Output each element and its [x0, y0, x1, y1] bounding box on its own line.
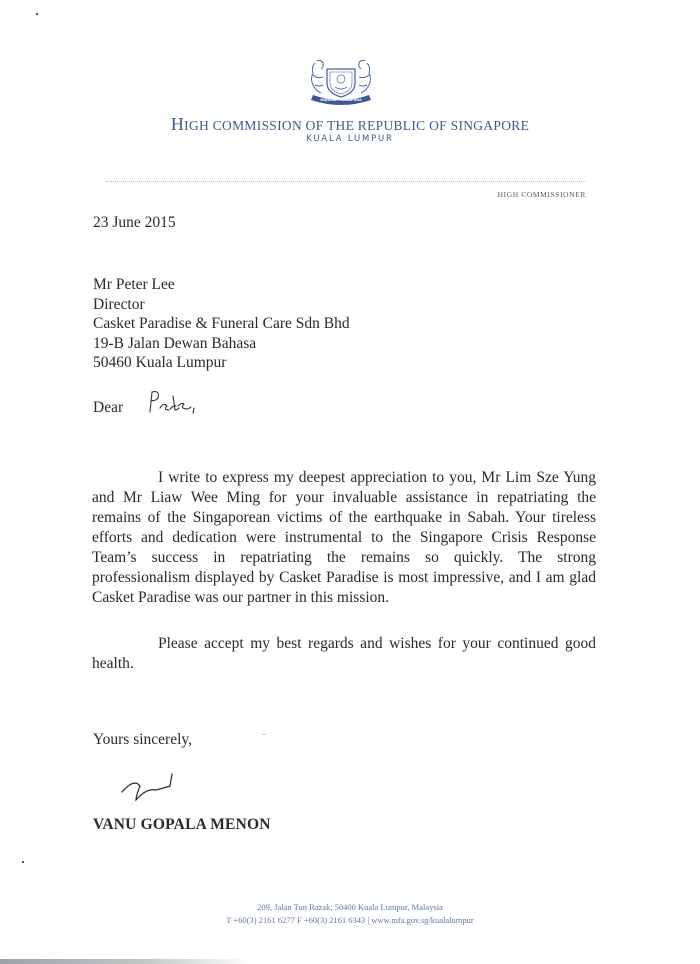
- handwritten-name: [144, 388, 204, 418]
- closing: Yours sincerely,: [93, 731, 193, 748]
- organization-name-rest: IGH COMMISSION OF THE REPUBLIC OF SINGAPORE: [184, 118, 530, 133]
- recipient-name: Mr Peter Lee: [93, 276, 175, 293]
- footer-address: 209, Jalan Tun Razak, 50400 Kuala Lumpur, Malaysia: [257, 902, 443, 912]
- organization-city: KUALA LUMPUR: [306, 134, 394, 144]
- organization-name: [0, 114, 700, 135]
- signature-image: [118, 768, 198, 808]
- office-title: HIGH COMMISSIONER: [497, 190, 586, 199]
- header-divider: [106, 181, 586, 182]
- recipient-street: 19-B Jalan Dewan Bahasa: [93, 334, 257, 352]
- stray-mark: [262, 734, 266, 735]
- scan-speck: [22, 861, 24, 863]
- scan-speck: [36, 13, 38, 15]
- recipient-company: Casket Paradise & Funeral Care Sdn Bhd: [93, 315, 350, 332]
- body-paragraph-2: Please accept my best regards and wishes for your continued good health.: [92, 635, 596, 672]
- letter-date: 23 June 2015: [93, 214, 176, 231]
- signatory-name: VANU GOPALA MENON: [93, 816, 271, 833]
- footer-contact: T +60(3) 2161 6277 F +60(3) 2161 6343 | www.mfa.gov.sg/kualalumpur: [226, 915, 474, 925]
- salutation: Dear: [93, 399, 124, 416]
- body-paragraph-1: I write to express my deepest appreciation to you, Mr Lim Sze Yung and Mr Liaw Wee Ming for your invaluable assistance in repatriating the remains of the Singaporean victims of the earthquake in Sabah. Your tireless efforts and dedication were instrumental to the Singapore Crisis Response Team’s success in repatriating the remains so quickly. The strong professionalism displayed by Casket Paradise is most impressive, and I am glad Casket Paradise was our partner in this mission.: [92, 469, 596, 606]
- recipient-address: [93, 275, 350, 373]
- recipient-title: Director: [93, 295, 145, 313]
- scan-edge-shadow: [0, 959, 250, 964]
- recipient-city: 50460 Kuala Lumpur: [93, 354, 227, 371]
- organization-initial: H: [170, 114, 185, 134]
- singapore-crest-logo: [305, 55, 377, 105]
- svg-text:MAJULAH SINGAPURA: MAJULAH SINGAPURA: [320, 98, 362, 102]
